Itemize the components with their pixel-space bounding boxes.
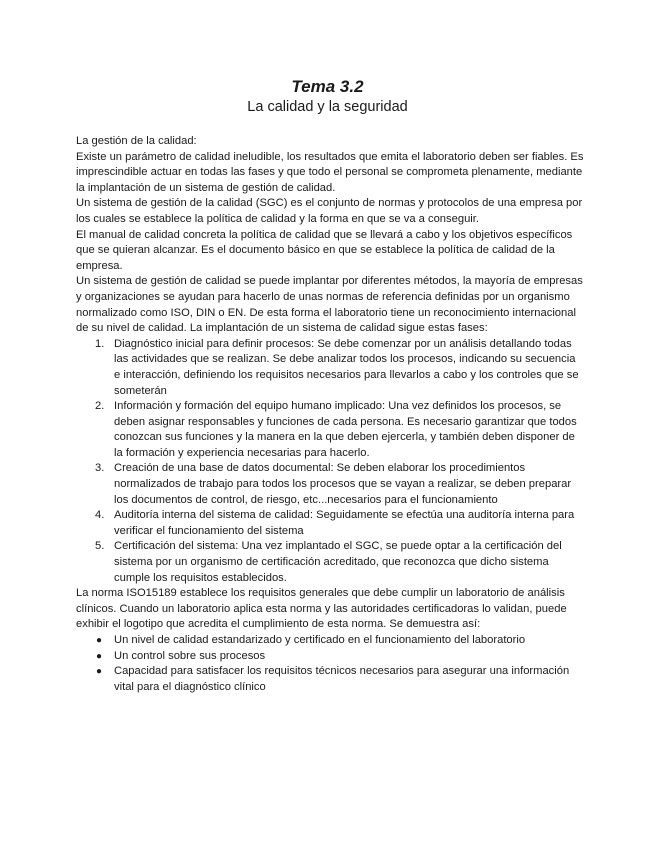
- bullet-icon: ●: [96, 635, 103, 646]
- list-item: [76, 461, 584, 508]
- list-item: [76, 508, 584, 539]
- list-item-text: Diagnóstico inicial para definir procesos: Se debe comenzar por un análisis detallando todas las actividades que se realizan. Se debe analizar todos los procesos, indicando su secuencia e interacción, definiendo los requisitos necesarios para llevarlos a cabo y los controles que se someterán: [114, 337, 579, 397]
- document-body: [76, 134, 584, 695]
- list-item: [76, 633, 584, 649]
- paragraph: El manual de calidad concreta la política de calidad que se llevará a cabo y los objetivos específicos que se quieran alcanzar. Es el documento básico en que se establece la política de calidad de la empresa.: [76, 228, 573, 272]
- section-heading: La gestión de la calidad:: [76, 135, 197, 147]
- list-item-text: Capacidad para satisfacer los requisitos técnicos necesarios para asegurar una información vital para el diagnóstico clínico: [114, 665, 570, 693]
- list-item: [76, 337, 584, 399]
- list-number: 4.: [95, 509, 105, 522]
- page-subtitle: La calidad y la seguridad: [247, 99, 408, 115]
- paragraph: La norma ISO15189 establece los requisitos generales que debe cumplir un laboratorio de análisis clínicos. Cuando un laboratorio aplica esta norma y las autoridades certificadoras lo validan, puede exhibir el logotipo que acredita el cumplimiento de esta norma. Se demuestra así:: [76, 587, 567, 631]
- benefits-list: [76, 633, 584, 695]
- paragraph: Existe un parámetro de calidad ineludible, los resultados que emita el laboratorio deben ser fiables. Es imprescindible actuar en todas las fases y que todo el personal se comprometa plenamente, mediante la implantación de un sistema de gestión de calidad.: [76, 150, 584, 194]
- paragraph: Un sistema de gestión de calidad se puede implantar por diferentes métodos, la mayoría de empresas y organizaciones se ayudan para hacerlo de unas normas de referencia definidas por un organismo normalizado como ISO, DIN o EN. De esta forma el laboratorio tiene un reconocimiento internacional de su nivel de calidad. La implantación de un sistema de calidad sigue estas fases:: [76, 275, 583, 335]
- bullet-icon: ●: [96, 666, 103, 678]
- phases-list: [76, 337, 584, 587]
- bullet-icon: ●: [96, 650, 103, 662]
- list-item-text: Un control sobre sus procesos: [114, 649, 266, 662]
- page-title: Tema 3.2: [291, 77, 364, 96]
- list-item-text: Creación de una base de datos documental: Se deben elaborar los procedimientos normalizados de trabajo para todos los procesos que se vayan a realizar, se deben preparar los documentos de control, de riesgo, etc...necesarios para el funcionamiento: [114, 462, 572, 506]
- list-item: [76, 649, 584, 665]
- list-item-text: Un nivel de calidad estandarizado y certificado en el funcionamiento del laboratorio: [114, 634, 526, 646]
- paragraph: Un sistema de gestión de la calidad (SGC) es el conjunto de normas y protocolos de una empresa por los cuales se establece la política de calidad y la forma en que se va a conseguir.: [76, 197, 583, 225]
- list-item-text: Auditoría interna del sistema de calidad: Seguidamente se efectúa una auditoría interna para verificar el funcionamiento del sistema: [114, 509, 575, 537]
- list-item: [76, 399, 584, 461]
- list-item-text: Información y formación del equipo humano implicado: Una vez definidos los procesos, se deben asignar responsables y funciones de cada persona. Es necesario garantizar que todos conozcan sus funciones y la manera en la que deben ejercerla, y también deben disponer de la formación y experiencia necesarias para hacerlo.: [114, 400, 577, 459]
- list-number: 3.: [95, 462, 105, 475]
- list-item-text: Certificación del sistema: Una vez implantado el SGC, se puede optar a la certificación del sistema por un organismo de certificación acreditado, que reconozca que dicho sistema cumple los requisitos establecidos.: [114, 540, 562, 584]
- list-item: [76, 539, 584, 586]
- list-item: [76, 664, 584, 695]
- list-number: 1.: [95, 337, 105, 350]
- list-number: 2.: [95, 400, 105, 413]
- list-number: 5.: [95, 540, 105, 553]
